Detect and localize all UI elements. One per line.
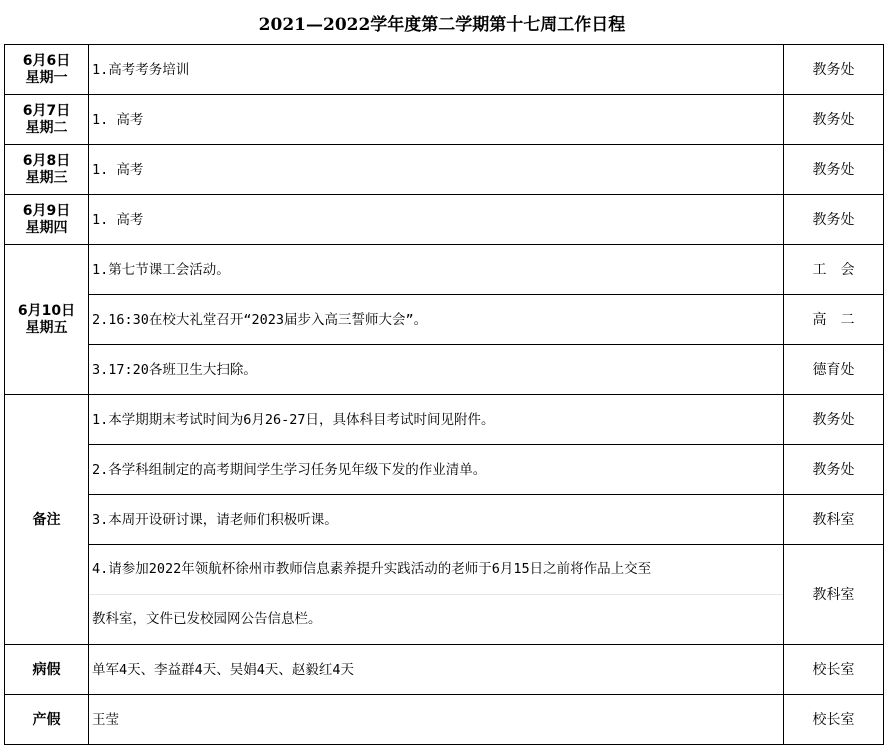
weekday-text: 星期五 xyxy=(25,319,68,336)
task-text: 1.高考考务培训 xyxy=(89,45,784,95)
table-row-maternity-leave xyxy=(5,695,884,745)
notes-label: 备注 xyxy=(5,395,89,645)
date-text: 6月6日 xyxy=(22,52,71,69)
note-text: 2.各学科组制定的高考期间学生学习任务见年级下发的作业清单。 xyxy=(89,445,784,495)
date-text: 6月8日 xyxy=(22,152,71,169)
table-row-day-5-item-3 xyxy=(5,345,884,395)
date-cell xyxy=(5,95,89,145)
table-row-day-1 xyxy=(5,45,884,95)
department-text: 教务处 xyxy=(784,145,884,195)
note-text-line-2: 教科室，文件已发校园网公告信息栏。 xyxy=(92,611,322,627)
date-cell xyxy=(5,145,89,195)
table-row-day-5-item-2 xyxy=(5,295,884,345)
department-text: 教务处 xyxy=(784,195,884,245)
table-row-day-4 xyxy=(5,195,884,245)
date-text: 6月10日 xyxy=(17,302,76,319)
page-title: 2021—2022学年度第二学期第十七周工作日程 xyxy=(258,14,626,35)
task-text: 1. 高考 xyxy=(89,145,784,195)
table-row-sick-leave xyxy=(5,645,884,695)
department-text: 教科室 xyxy=(784,495,884,545)
note-cell xyxy=(89,545,784,645)
table-row-day-2 xyxy=(5,95,884,145)
note-text: 3.本周开设研讨课，请老师们积极听课。 xyxy=(89,495,784,545)
department-text: 教科室 xyxy=(784,545,884,645)
department-text: 高二 xyxy=(784,295,884,345)
schedule-table xyxy=(4,44,884,745)
maternity-leave-label: 产假 xyxy=(5,695,89,745)
date-cell xyxy=(5,195,89,245)
date-cell xyxy=(5,45,89,95)
table-row-day-5 xyxy=(5,245,884,295)
sick-leave-text: 单军4天、李益群4天、吴娟4天、赵毅红4天 xyxy=(89,645,784,695)
weekday-text: 星期二 xyxy=(25,119,68,136)
date-text: 6月7日 xyxy=(22,102,71,119)
table-row-notes-1 xyxy=(5,395,884,445)
table-row-notes-3 xyxy=(5,495,884,545)
table-row-day-3 xyxy=(5,145,884,195)
department-text: 工会 xyxy=(784,245,884,295)
department-text: 德育处 xyxy=(784,345,884,395)
weekday-text: 星期四 xyxy=(25,219,68,236)
task-text: 1.第七节课工会活动。 xyxy=(89,245,784,295)
sick-leave-label: 病假 xyxy=(5,645,89,695)
task-text: 2.16:30在校大礼堂召开“2023届步入高三誓师大会”。 xyxy=(89,295,784,345)
date-cell xyxy=(5,245,89,395)
weekday-text: 星期一 xyxy=(25,69,68,86)
task-text: 3.17:20各班卫生大扫除。 xyxy=(89,345,784,395)
weekday-text: 星期三 xyxy=(25,169,68,186)
task-text: 1. 高考 xyxy=(89,95,784,145)
department-text: 校长室 xyxy=(784,645,884,695)
note-text-line-1: 4.请参加2022年领航杯徐州市教师信息素养提升实践活动的老师于6月15日之前将作品上交至 xyxy=(89,545,783,595)
table-row-notes-4 xyxy=(5,545,884,645)
task-text: 1. 高考 xyxy=(89,195,784,245)
date-text: 6月9日 xyxy=(22,202,71,219)
department-text: 校长室 xyxy=(784,695,884,745)
note-text: 1.本学期期末考试时间为6月26-27日，具体科目考试时间见附件。 xyxy=(89,395,784,445)
table-row-notes-2 xyxy=(5,445,884,495)
department-text: 教务处 xyxy=(784,45,884,95)
maternity-leave-text: 王莹 xyxy=(89,695,784,745)
department-text: 教务处 xyxy=(784,95,884,145)
department-text: 教务处 xyxy=(784,445,884,495)
department-text: 教务处 xyxy=(784,395,884,445)
